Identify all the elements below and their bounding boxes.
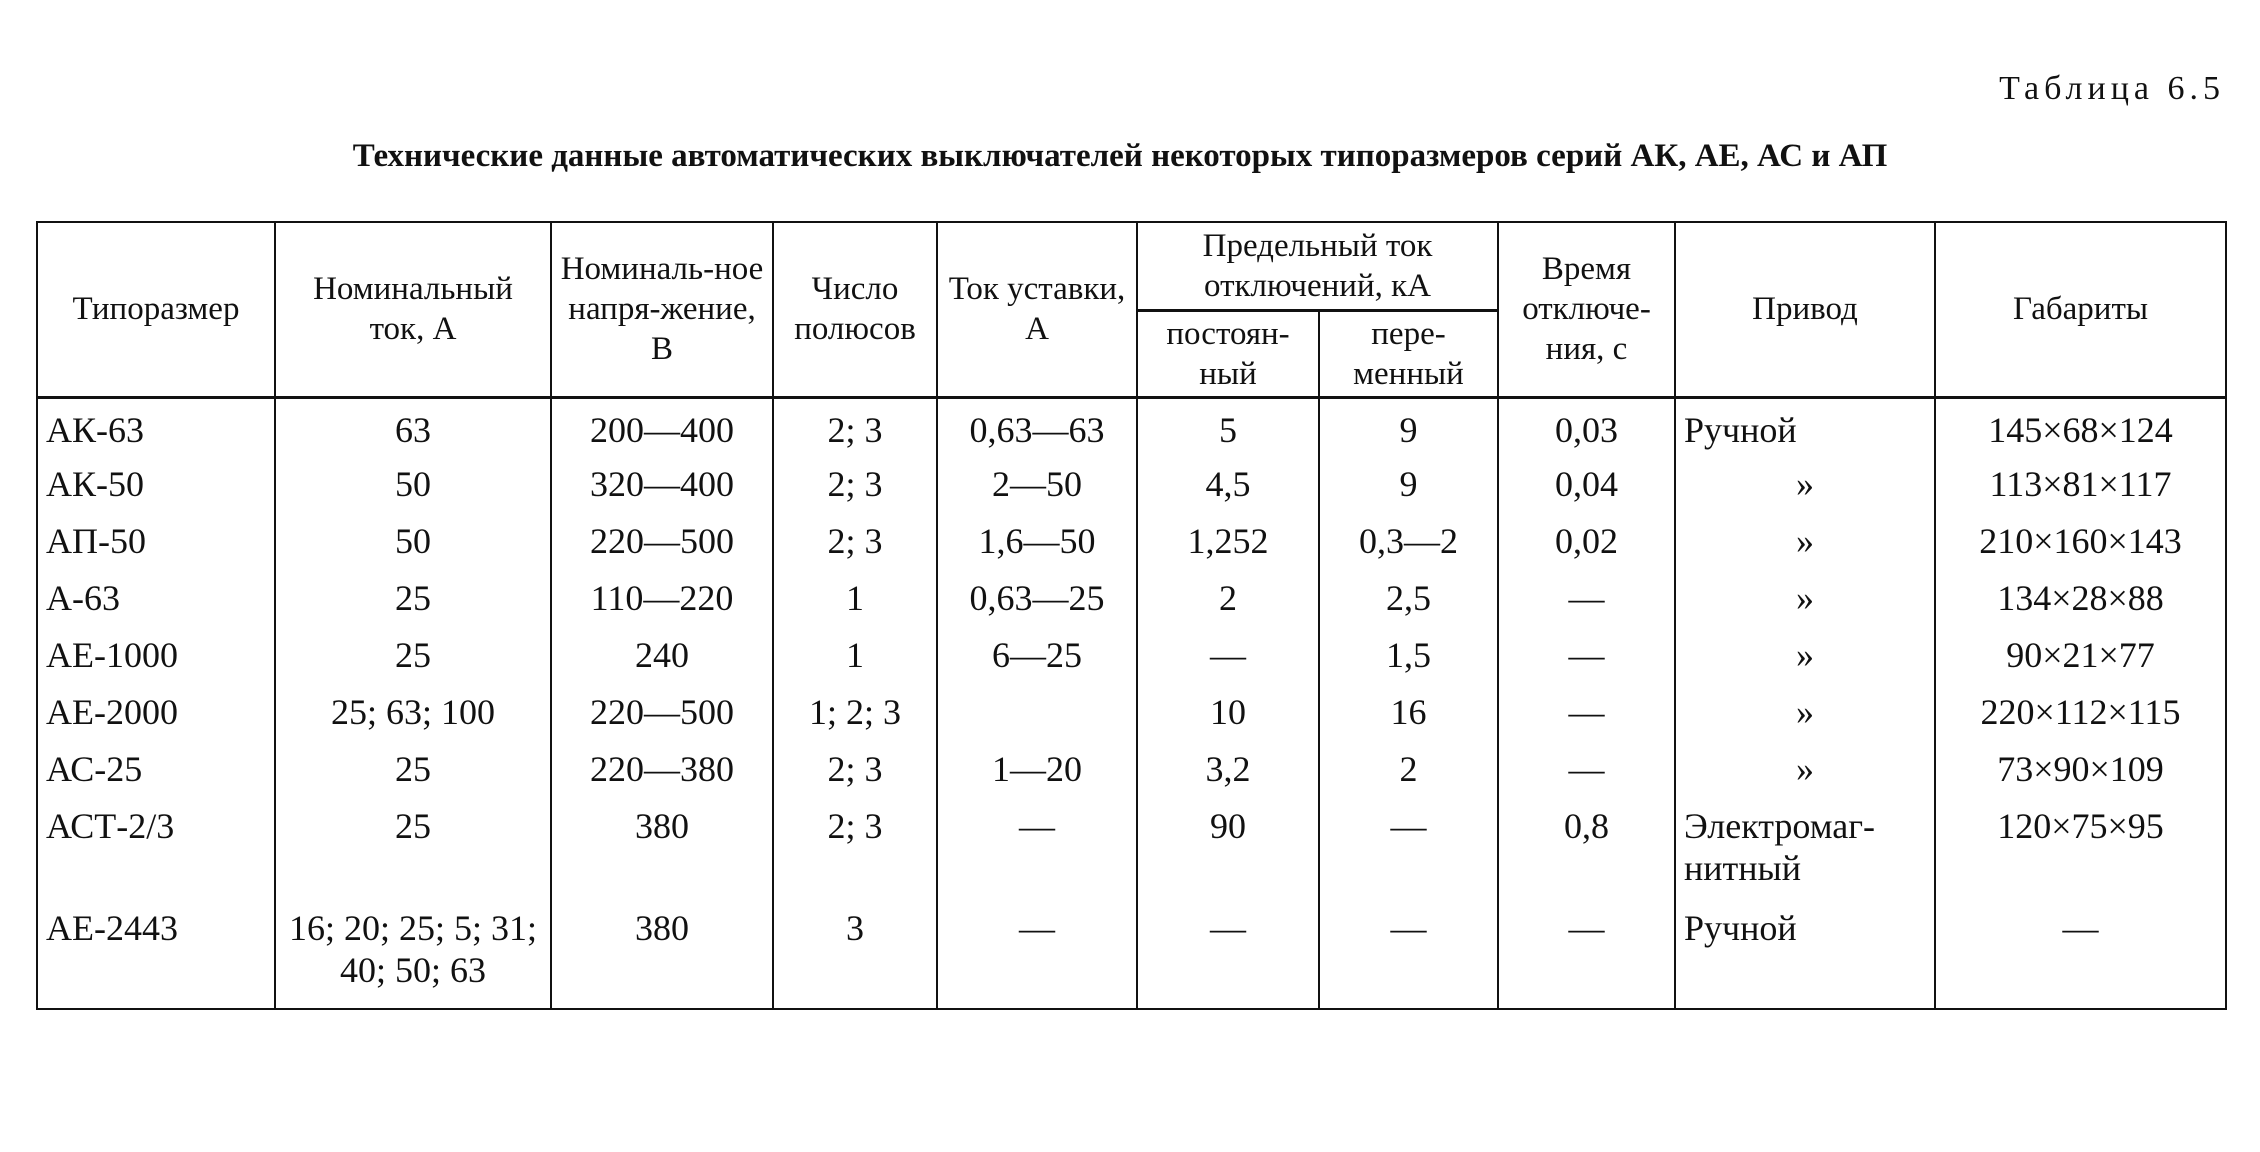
cell-setting-current: 2—50 (937, 459, 1137, 516)
cell-breaking-ac: — (1319, 903, 1498, 1009)
cell-drive: Ручной (1675, 397, 1935, 459)
cell-setting-current: 1—20 (937, 744, 1137, 801)
cell-nominal-current: 25; 63; 100 (275, 687, 551, 744)
cell-breaking-ac: 0,3—2 (1319, 516, 1498, 573)
cell-type: АС-25 (37, 744, 275, 801)
cell-poles: 3 (773, 903, 937, 1009)
cell-nominal-current: 25 (275, 573, 551, 630)
cell-dimensions: — (1935, 903, 2226, 1009)
header-nominal-voltage: Номиналь-ное напря-жение, В (551, 222, 773, 397)
cell-poles: 2; 3 (773, 397, 937, 459)
cell-dimensions: 145×68×124 (1935, 397, 2226, 459)
cell-drive: » (1675, 687, 1935, 744)
cell-setting-current: 1,6—50 (937, 516, 1137, 573)
header-dimensions: Габариты (1935, 222, 2226, 397)
cell-breaking-dc: 1,252 (1137, 516, 1319, 573)
cell-drive: » (1675, 573, 1935, 630)
cell-trip-time: — (1498, 903, 1675, 1009)
cell-nominal-voltage: 200—400 (551, 397, 773, 459)
cell-poles: 1 (773, 573, 937, 630)
cell-breaking-dc: 2 (1137, 573, 1319, 630)
cell-dimensions: 90×21×77 (1935, 630, 2226, 687)
table-row (37, 516, 2226, 573)
cell-trip-time: 0,04 (1498, 459, 1675, 516)
cell-dimensions: 210×160×143 (1935, 516, 2226, 573)
cell-breaking-ac: 9 (1319, 397, 1498, 459)
cell-type: А-63 (37, 573, 275, 630)
cell-breaking-dc: 10 (1137, 687, 1319, 744)
cell-nominal-voltage: 220—500 (551, 687, 773, 744)
cell-type: АЕ-2443 (37, 903, 275, 1009)
table-body (37, 397, 2226, 1009)
cell-nominal-current: 16; 20; 25; 5; 31; 40; 50; 63 (275, 903, 551, 1009)
header-nominal-current: Номинальный ток, А (275, 222, 551, 397)
cell-nominal-current: 25 (275, 744, 551, 801)
cell-breaking-dc: — (1137, 630, 1319, 687)
cell-breaking-ac: — (1319, 801, 1498, 903)
header-trip-time: Время отключе-ния, с (1498, 222, 1675, 397)
cell-setting-current (937, 687, 1137, 744)
table-title: Технические данные автоматических выключателей некоторых типоразмеров серий АК, АЕ, АС и АП (352, 138, 1888, 174)
cell-poles: 1 (773, 630, 937, 687)
header-breaking-current: Предельный ток отключений, кА (1137, 222, 1498, 310)
cell-trip-time: 0,8 (1498, 801, 1675, 903)
cell-dimensions: 120×75×95 (1935, 801, 2226, 903)
cell-trip-time: — (1498, 687, 1675, 744)
cell-type: АЕ-2000 (37, 687, 275, 744)
cell-nominal-voltage: 380 (551, 801, 773, 903)
cell-breaking-ac: 2,5 (1319, 573, 1498, 630)
table-row (37, 573, 2226, 630)
table-row (37, 397, 2226, 459)
cell-poles: 2; 3 (773, 516, 937, 573)
table-row (37, 630, 2226, 687)
cell-type: АК-50 (37, 459, 275, 516)
table-number-label: Таблица 6.5 (1999, 70, 2225, 107)
cell-dimensions: 113×81×117 (1935, 459, 2226, 516)
header-type: Типоразмер (37, 222, 275, 397)
cell-setting-current: 6—25 (937, 630, 1137, 687)
cell-drive: Электромаг-нитный (1675, 801, 1935, 903)
header-breaking-ac: пере-менный (1319, 310, 1498, 397)
cell-breaking-ac: 9 (1319, 459, 1498, 516)
cell-drive: Ручной (1675, 903, 1935, 1009)
cell-nominal-voltage: 380 (551, 903, 773, 1009)
cell-setting-current: — (937, 903, 1137, 1009)
header-drive: Привод (1675, 222, 1935, 397)
cell-nominal-current: 50 (275, 516, 551, 573)
cell-breaking-dc: 3,2 (1137, 744, 1319, 801)
cell-setting-current: — (937, 801, 1137, 903)
header-poles: Число полюсов (773, 222, 937, 397)
cell-trip-time: — (1498, 744, 1675, 801)
cell-poles: 1; 2; 3 (773, 687, 937, 744)
cell-nominal-voltage: 220—500 (551, 516, 773, 573)
cell-nominal-voltage: 320—400 (551, 459, 773, 516)
cell-breaking-dc: 90 (1137, 801, 1319, 903)
cell-type: АП-50 (37, 516, 275, 573)
cell-trip-time: — (1498, 630, 1675, 687)
cell-nominal-current: 50 (275, 459, 551, 516)
cell-nominal-voltage: 220—380 (551, 744, 773, 801)
cell-type: АСТ-2/3 (37, 801, 275, 903)
cell-trip-time: — (1498, 573, 1675, 630)
cell-breaking-ac: 2 (1319, 744, 1498, 801)
table-row (37, 687, 2226, 744)
cell-type: АК-63 (37, 397, 275, 459)
table-row (37, 459, 2226, 516)
cell-trip-time: 0,02 (1498, 516, 1675, 573)
cell-drive: » (1675, 744, 1935, 801)
cell-drive: » (1675, 516, 1935, 573)
cell-nominal-current: 25 (275, 630, 551, 687)
cell-drive: » (1675, 459, 1935, 516)
cell-nominal-current: 25 (275, 801, 551, 903)
cell-breaking-dc: 5 (1137, 397, 1319, 459)
cell-poles: 2; 3 (773, 459, 937, 516)
cell-setting-current: 0,63—25 (937, 573, 1137, 630)
cell-setting-current: 0,63—63 (937, 397, 1137, 459)
cell-breaking-dc: — (1137, 903, 1319, 1009)
cell-nominal-voltage: 240 (551, 630, 773, 687)
cell-nominal-current: 63 (275, 397, 551, 459)
cell-nominal-voltage: 110—220 (551, 573, 773, 630)
cell-dimensions: 134×28×88 (1935, 573, 2226, 630)
table-row (37, 801, 2226, 903)
cell-poles: 2; 3 (773, 801, 937, 903)
cell-dimensions: 220×112×115 (1935, 687, 2226, 744)
table-row (37, 744, 2226, 801)
cell-poles: 2; 3 (773, 744, 937, 801)
cell-breaking-ac: 16 (1319, 687, 1498, 744)
table-row (37, 903, 2226, 1009)
header-setting-current: Ток уставки, А (937, 222, 1137, 397)
cell-trip-time: 0,03 (1498, 397, 1675, 459)
cell-drive: » (1675, 630, 1935, 687)
cell-dimensions: 73×90×109 (1935, 744, 2226, 801)
circuit-breakers-table (36, 221, 2227, 1010)
cell-type: АЕ-1000 (37, 630, 275, 687)
cell-breaking-dc: 4,5 (1137, 459, 1319, 516)
cell-breaking-ac: 1,5 (1319, 630, 1498, 687)
header-breaking-dc: постоян-ный (1137, 310, 1319, 397)
